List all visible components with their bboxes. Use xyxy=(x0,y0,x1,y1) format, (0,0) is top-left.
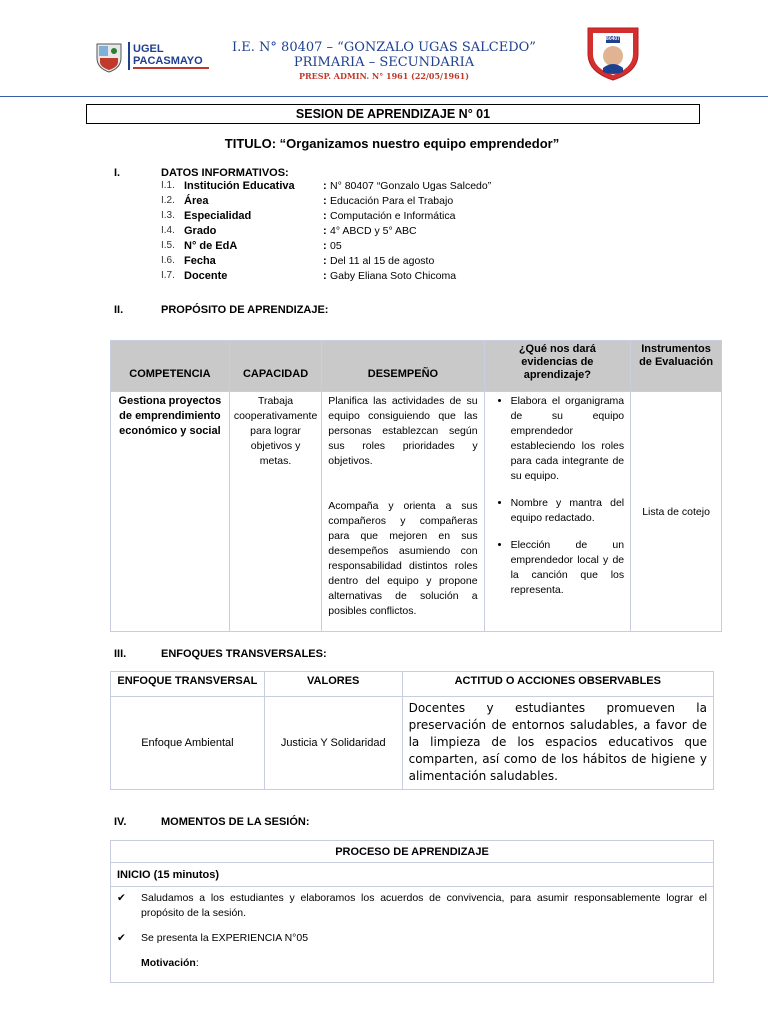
col-header-capacidad: CAPACIDAD xyxy=(229,341,321,392)
datos-row: I.1. Institución Educativa : N° 80407 “Gonzalo Ugas Salcedo” xyxy=(161,180,492,192)
section-3-heading: ENFOQUES TRANSVERSALES: xyxy=(161,648,327,660)
inicio-content xyxy=(111,887,714,983)
proposito-table xyxy=(110,340,722,632)
col-header-valores: VALORES xyxy=(264,672,402,697)
col-header-evidencias: ¿Qué nos dará evidencias de aprendizaje? xyxy=(484,341,631,392)
col-header-enfoque: ENFOQUE TRANSVERSAL xyxy=(111,672,265,697)
section-1-heading: DATOS INFORMATIVOS: xyxy=(161,167,289,179)
section-4-heading: MOMENTOS DE LA SESIÓN: xyxy=(161,816,310,828)
section-2-heading: PROPÓSITO DE APRENDIZAJE: xyxy=(161,304,329,316)
datos-row: I.3. Especialidad : Computación e Informática xyxy=(161,210,456,222)
ugel-logo xyxy=(92,40,210,74)
datos-row: I.4. Grado : 4° ABCD y 5° ABC xyxy=(161,225,417,237)
evidencias-cell xyxy=(484,392,631,632)
datos-row: I.7. Docente : Gaby Eliana Soto Chicoma xyxy=(161,270,457,282)
motivacion-label: Motivación: xyxy=(141,957,199,969)
desempeno-cell xyxy=(322,392,484,632)
section-1-number: I. xyxy=(114,167,121,179)
col-header-desempeno: DESEMPEÑO xyxy=(322,341,484,392)
crest-number: 80407 xyxy=(606,36,620,42)
desempeno-2: Acompaña y orienta a sus compañeros y compañeras para que mejoren en sus desempeños asumiendo con responsabilidad distintos roles dentro del equipo y propone alternativas de solución a posibles conflictos. xyxy=(328,500,478,617)
bullet-item: ✔ Se presenta la EXPERIENCIA N°05 xyxy=(117,932,309,944)
session-topic-title: TITULO: “Organizamos nuestro equipo emprendedor” xyxy=(224,136,560,151)
check-icon: ✔ xyxy=(117,892,126,904)
datos-row: I.5. N° de EdA : 05 xyxy=(161,240,342,252)
school-crest xyxy=(584,24,642,82)
school-levels: PRIMARIA – SECUNDARIA xyxy=(293,55,475,70)
school-resolution: PRESP. ADMIN. N° 1961 (22/05/1961) xyxy=(298,71,469,81)
instrumento-cell: Lista de cotejo xyxy=(631,392,722,632)
enfoque-cell: Enfoque Ambiental xyxy=(111,697,265,790)
school-name: I.E. N° 80407 – “GONZALO UGAS SALCEDO” xyxy=(232,40,536,55)
col-header-competencia: COMPETENCIA xyxy=(111,341,230,392)
col-header-instrumentos: Instrumentos de Evaluación xyxy=(631,341,722,392)
proceso-header: PROCESO DE APRENDIZAJE xyxy=(111,841,714,863)
header-divider xyxy=(0,96,768,97)
section-2-number: II. xyxy=(114,304,124,316)
inicio-row: INICIO (15 minutos) xyxy=(111,863,714,887)
section-3-number: III. xyxy=(114,648,127,660)
check-icon: ✔ xyxy=(117,932,126,944)
evidencia-item: • Elección de un emprendedor local y de la canción que los representa. xyxy=(511,538,625,598)
desempeno-1: Planifica las actividades de su equipo consiguiendo que las personas establezcan según sus roles prioridades y objetivos. xyxy=(328,395,478,467)
enfoques-table xyxy=(110,671,714,790)
datos-row: I.2. Área : Educación Para el Trabajo xyxy=(161,195,454,207)
evidencia-item: • Elabora el organigrama de su equipo emprendedor estableciendo los roles para cada integrante de su equipo. xyxy=(511,394,625,484)
competencia-cell: Gestiona proyectos de emprendimiento económico y social xyxy=(111,392,230,632)
col-header-actitud: ACTITUD O ACCIONES OBSERVABLES xyxy=(402,672,713,697)
session-title: SESION DE APRENDIZAJE N° 01 xyxy=(86,104,700,124)
datos-row: I.6. Fecha : Del 11 al 15 de agosto xyxy=(161,255,435,267)
peru-shield-icon xyxy=(92,40,126,74)
ugel-logo-text: UGEL PACASMAYO xyxy=(133,43,203,67)
evidencia-item: • Nombre y mantra del equipo redactado. xyxy=(511,496,625,526)
actitud-cell: Docentes y estudiantes promueven la preservación de entornos saludables, a favor de la limpieza de los espacios educativos que comparten, así como de los hábitos de higiene y alimentación saludables. xyxy=(402,697,713,790)
momentos-table xyxy=(110,840,714,983)
bullet-item: ✔ Saludamos a los estudiantes y elaboramos los acuerdos de convivencia, para asumir responsablemente lograr el propósito de la sesión. xyxy=(117,892,707,919)
valores-cell: Justicia Y Solidaridad xyxy=(264,697,402,790)
school-crest-icon xyxy=(584,24,642,82)
section-4-number: IV. xyxy=(114,816,127,828)
capacidad-cell: Trabaja cooperativamente para lograr objetivos y metas. xyxy=(229,392,321,632)
